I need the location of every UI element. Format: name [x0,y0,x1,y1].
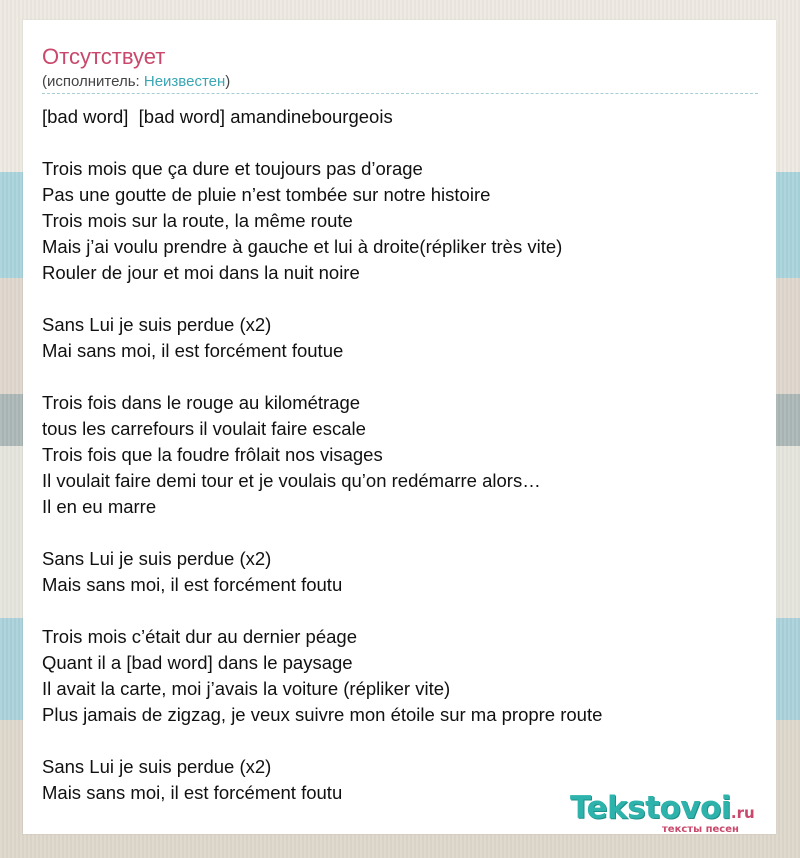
lyric-line: Mai sans moi, il est forcément foutue [42,340,344,361]
logo-main-text: Tekstovoi [570,790,731,826]
lyric-line: Rouler de jour et moi dans la nuit noire [42,262,360,283]
lyric-line: Quant il a [bad word] dans le paysage [42,652,353,673]
lyric-line [42,520,766,546]
logo-tagline: тексты песен [662,824,739,835]
lyric-line: Il voulait faire demi tour et je voulais qu’on redémarre alors… [42,470,541,491]
title-divider [42,93,758,94]
lyric-line: Il avait la carte, moi j’avais la voiture (répliker vite) [42,678,451,699]
artist-suffix: ) [225,73,231,90]
lyric-line [42,728,766,754]
lyric-line: Sans Lui je suis perdue (x2) [42,314,272,335]
lyric-line: Pas une goutte de pluie n’est tombée sur notre histoire [42,184,491,205]
artist-link[interactable]: Неизвестен [143,73,226,90]
lyric-line: Mais sans moi, il est forcément foutu [42,782,343,803]
artist-prefix: (исполнитель: [42,73,144,90]
lyric-line: Trois mois que ça dure et toujours pas d’orage [42,158,423,179]
lyric-line: Mais sans moi, il est forcément foutu [42,574,343,595]
lyric-line: Plus jamais de zigzag, je veux suivre mon étoile sur ma propre route [42,704,603,725]
lyric-line [42,598,766,624]
logo-tld: .ru [730,804,755,822]
lyric-line: Sans Lui je suis perdue (x2) [42,756,272,777]
lyric-line: Sans Lui je suis perdue (x2) [42,548,272,569]
lyric-line: Trois fois que la foudre frôlait nos visages [42,444,383,465]
song-title: Отсутствует [42,44,166,69]
lyric-line [42,130,766,156]
lyrics-card [23,20,776,834]
lyric-line [42,286,766,312]
lyric-line: Trois mois sur la route, la même route [42,210,353,231]
artist-line [42,73,230,91]
lyric-line: Il en eu marre [42,496,157,517]
lyric-line: Mais j’ai voulu prendre à gauche et lui à droite(répliker très vite) [42,236,563,257]
lyric-line [42,364,766,390]
lyric-line: Trois fois dans le rouge au kilométrage [42,392,361,413]
lyrics-text [42,104,766,806]
lyric-line: tous les carrefours il voulait faire escale [42,418,366,439]
site-logo[interactable] [570,790,780,840]
lyric-line: [bad word] [bad word] amandinebourgeois [42,106,393,127]
lyric-line: Trois mois c’était dur au dernier péage [42,626,357,647]
